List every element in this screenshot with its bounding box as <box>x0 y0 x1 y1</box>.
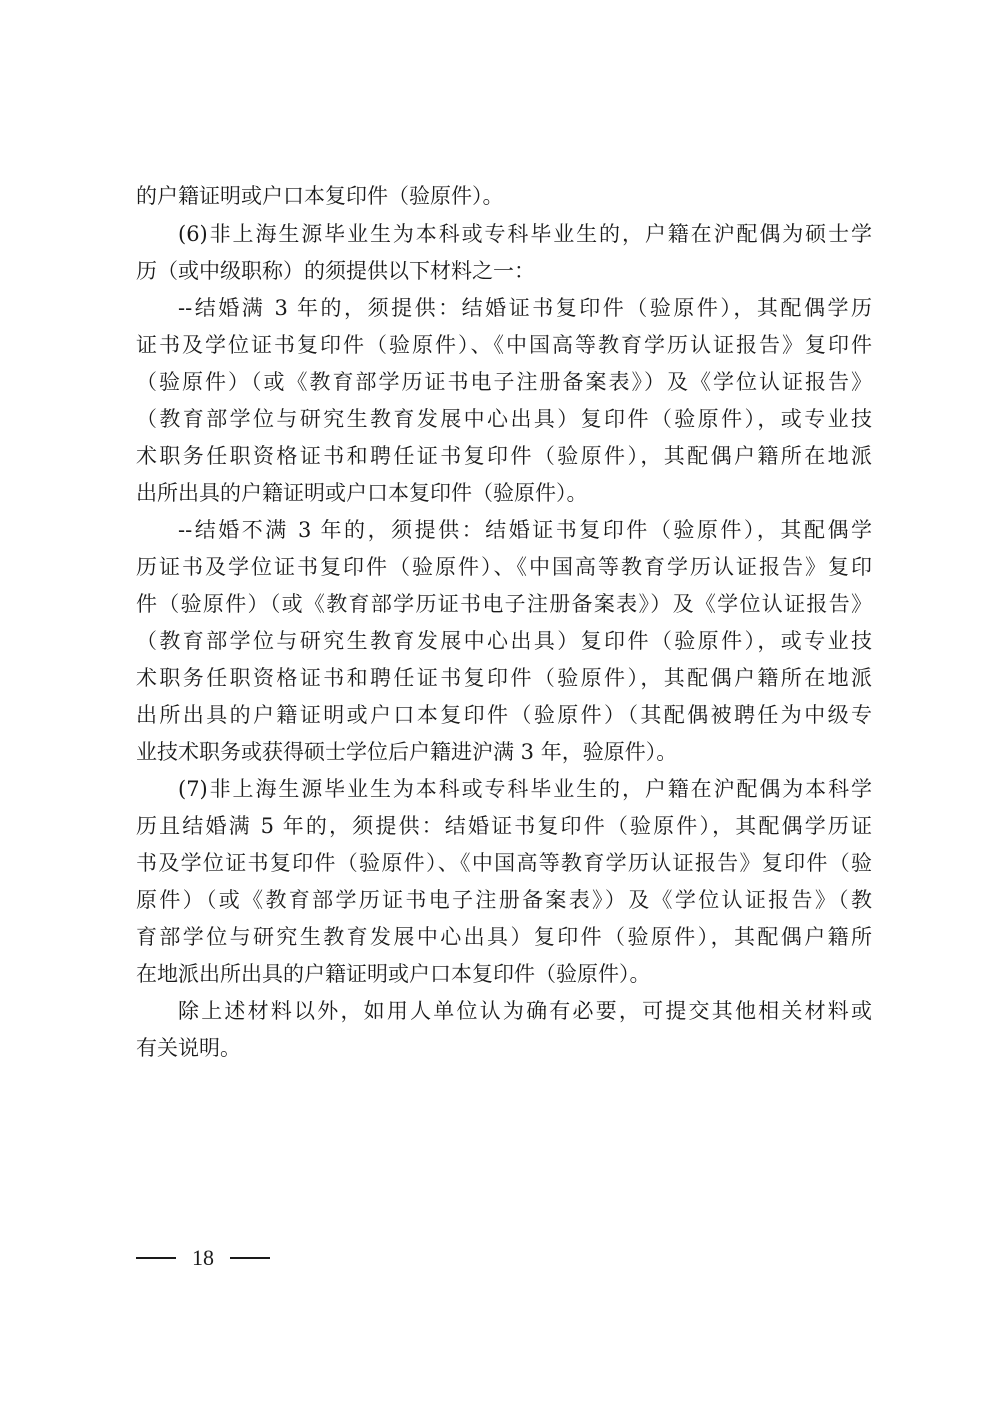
text-line: （验原件）（或《教育部学历证书电子注册备案表》）及《学位认证报告》 <box>136 370 872 394</box>
text-line: 除上述材料以外，如用人单位认为确有必要，可提交其他相关材料或 <box>178 999 872 1023</box>
text-line: 书及学位证书复印件（验原件）、《中国高等教育学历认证报告》复印件（验 <box>136 851 872 875</box>
footer-dash-right <box>230 1257 270 1259</box>
text-line: 育部学位与研究生教育发展中心出具）复印件（验原件），其配偶户籍所 <box>136 925 872 949</box>
text-line: （教育部学位与研究生教育发展中心出具）复印件（验原件），或专业技 <box>136 407 872 431</box>
text-line: 术职务任职资格证书和聘任证书复印件（验原件），其配偶户籍所在地派 <box>136 666 872 690</box>
text-line: （教育部学位与研究生教育发展中心出具）复印件（验原件），或专业技 <box>136 629 872 653</box>
text-line: 件（验原件）（或《教育部学历证书电子注册备案表》）及《学位认证报告》 <box>136 592 872 616</box>
text-line: 有关说明。 <box>136 1036 241 1060</box>
text-line: 历且结婚满 5 年的，须提供：结婚证书复印件（验原件），其配偶学历证 <box>136 814 872 838</box>
text-line: --结婚满 3 年的，须提供：结婚证书复印件（验原件），其配偶学历 <box>178 296 872 320</box>
text-line: 在地派出所出具的户籍证明或户口本复印件（验原件）。 <box>136 962 651 986</box>
footer-dash-left <box>136 1257 176 1259</box>
text-line: 术职务任职资格证书和聘任证书复印件（验原件），其配偶户籍所在地派 <box>136 444 872 468</box>
text-line: --结婚不满 3 年的，须提供：结婚证书复印件（验原件），其配偶学 <box>178 518 872 542</box>
text-line: 出所出具的户籍证明或户口本复印件（验原件）（其配偶被聘任为中级专 <box>136 703 872 727</box>
text-line: 业技术职务或获得硕士学位后户籍进沪满 3 年，验原件）。 <box>136 740 678 764</box>
text-line: 历证书及学位证书复印件（验原件）、《中国高等教育学历认证报告》复印 <box>136 555 872 579</box>
text-line: 原件）（或《教育部学历证书电子注册备案表》）及《学位认证报告》（教 <box>136 888 872 912</box>
text-line: 出所出具的户籍证明或户口本复印件（验原件）。 <box>136 481 588 505</box>
text-line: 历（或中级职称）的须提供以下材料之一： <box>136 259 535 283</box>
text-line: (7)非上海生源毕业生为本科或专科毕业生的，户籍在沪配偶为本科学 <box>178 777 872 801</box>
page-number: 18 <box>192 1245 214 1270</box>
text-line: 的户籍证明或户口本复印件（验原件）。 <box>136 184 504 208</box>
text-line: (6)非上海生源毕业生为本科或专科毕业生的，户籍在沪配偶为硕士学 <box>178 222 872 246</box>
page-footer <box>136 1240 270 1276</box>
text-line: 证书及学位证书复印件（验原件）、《中国高等教育学历认证报告》复印件 <box>136 333 872 357</box>
